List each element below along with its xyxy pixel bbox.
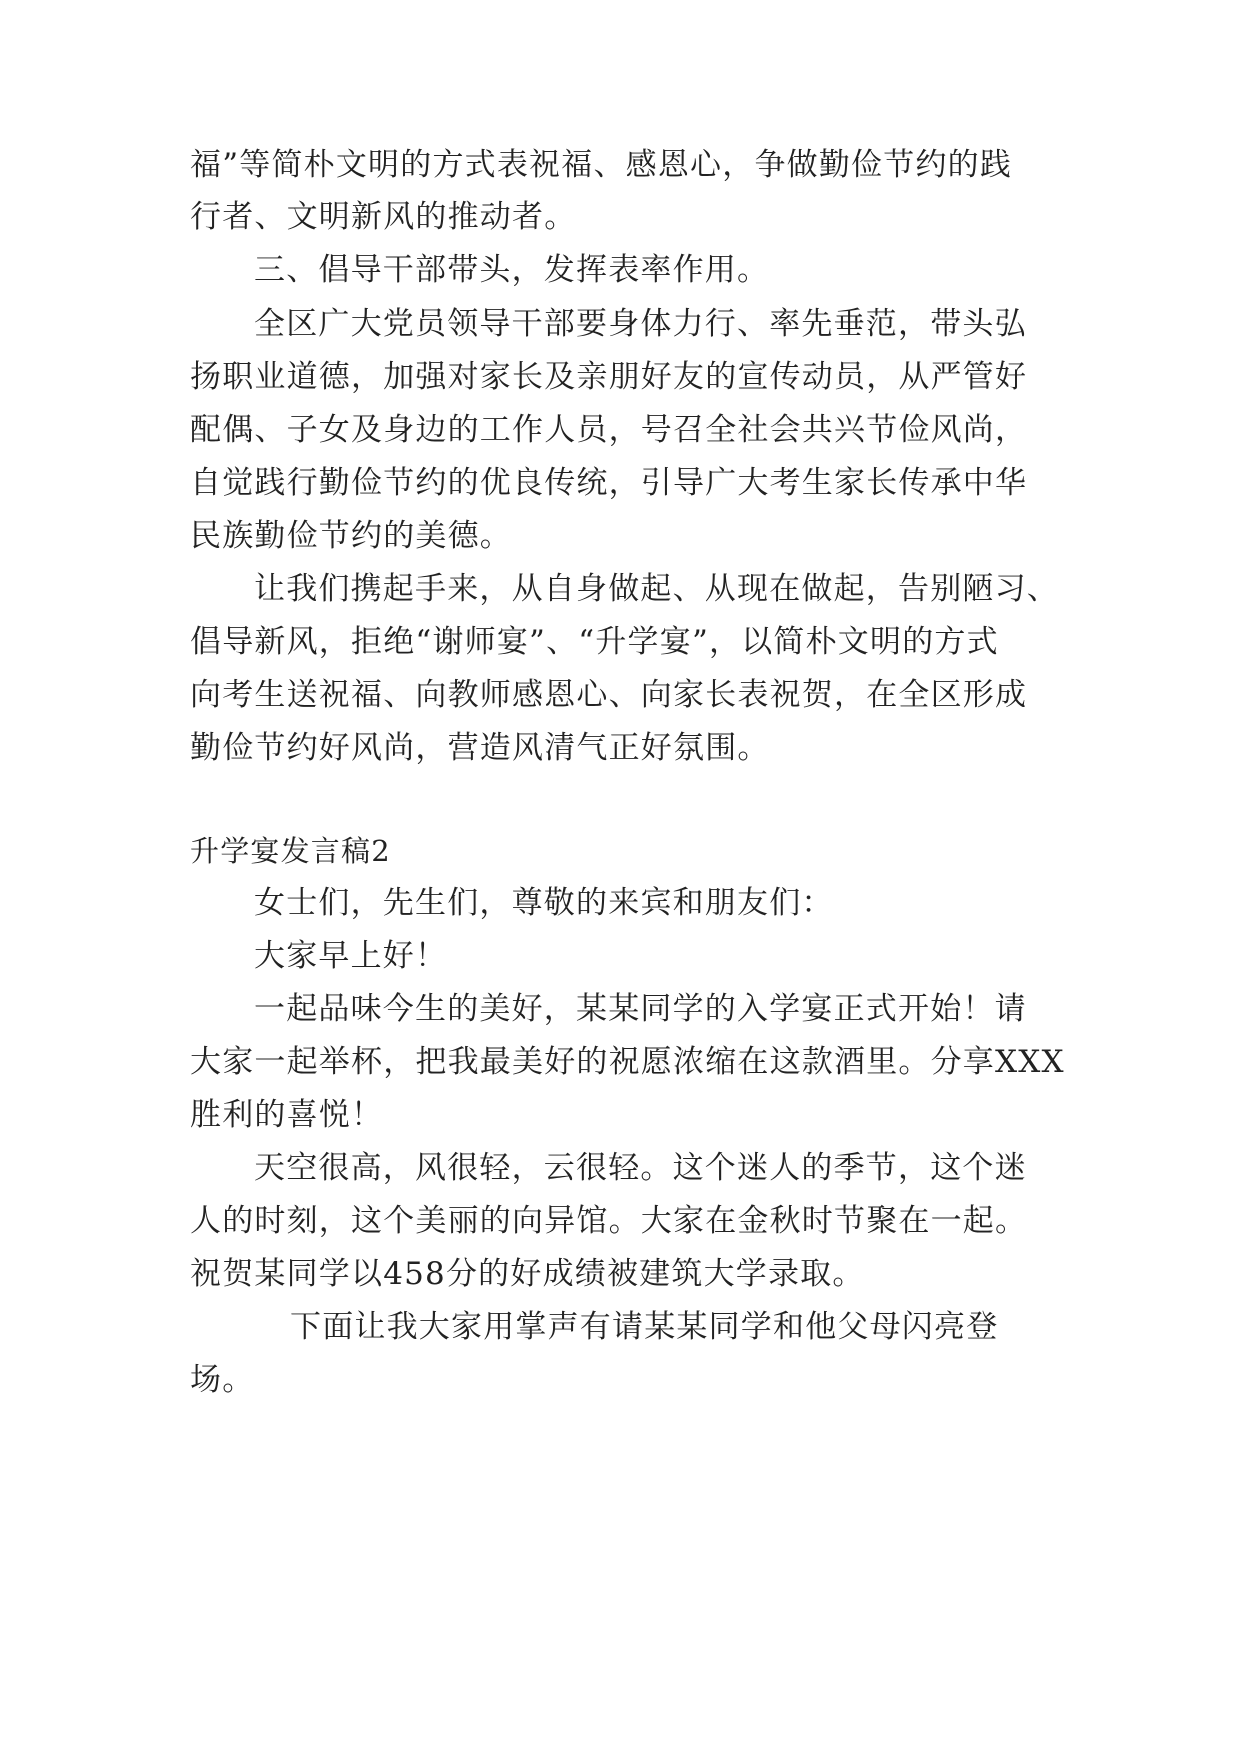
section-heading-3: 三、倡导干部带头，发挥表率作用。 — [254, 252, 770, 288]
paragraph-line: 场。 — [190, 1362, 255, 1398]
paragraph-line: 胜利的喜悦！ — [190, 1097, 384, 1133]
paragraph-line: 自觉践行勤俭节约的优良传统，引导广大考生家长传承中华 — [190, 465, 1028, 501]
paragraph-line: 扬职业道德，加强对家长及亲朋好友的宣传动员，从严管好 — [190, 359, 1028, 395]
paragraph-line: 倡导新风，拒绝“谢师宴”、“升学宴”，以简朴文明的方式 — [190, 624, 999, 660]
greeting-line: 女士们，先生们，尊敬的来宾和朋友们： — [254, 885, 834, 921]
paragraph-line: 民族勤俭节约的美德。 — [190, 518, 512, 554]
paragraph-line: 人的时刻，这个美丽的向异馆。大家在金秋时节聚在一起。 — [190, 1203, 1028, 1239]
paragraph-line: 向考生送祝福、向教师感恩心、向家长表祝贺，在全区形成 — [190, 677, 1028, 713]
paragraph-line: 勤俭节约好风尚，营造风清气正好氛围。 — [190, 730, 770, 766]
paragraph-line: 下面让我大家用掌声有请某某同学和他父母闪亮登 — [290, 1309, 999, 1345]
greeting-line: 大家早上好！ — [254, 938, 448, 974]
paragraph-line: 让我们携起手来，从自身做起、从现在做起，告别陋习、 — [254, 571, 1059, 607]
paragraph-line: 大家一起举杯，把我最美好的祝愿浓缩在这款酒里。分享XXX — [190, 1044, 1065, 1080]
paragraph-line: 福”等简朴文明的方式表祝福、感恩心，争做勤俭节约的践 — [190, 147, 1013, 183]
paragraph-line: 天空很高，风很轻，云很轻。这个迷人的季节，这个迷 — [254, 1150, 1027, 1186]
paragraph-line: 配偶、子女及身边的工作人员，号召全社会共兴节俭风尚， — [190, 412, 1028, 448]
paragraph-line: 祝贺某同学以458分的好成绩被建筑大学录取。 — [190, 1256, 865, 1292]
paragraph-line: 全区广大党员领导干部要身体力行、率先垂范，带头弘 — [254, 306, 1027, 342]
section-title: 升学宴发言稿2 — [190, 834, 391, 868]
paragraph-line: 一起品味今生的美好，某某同学的入学宴正式开始！请 — [254, 991, 1027, 1027]
paragraph-line: 行者、文明新风的推动者。 — [190, 199, 577, 235]
